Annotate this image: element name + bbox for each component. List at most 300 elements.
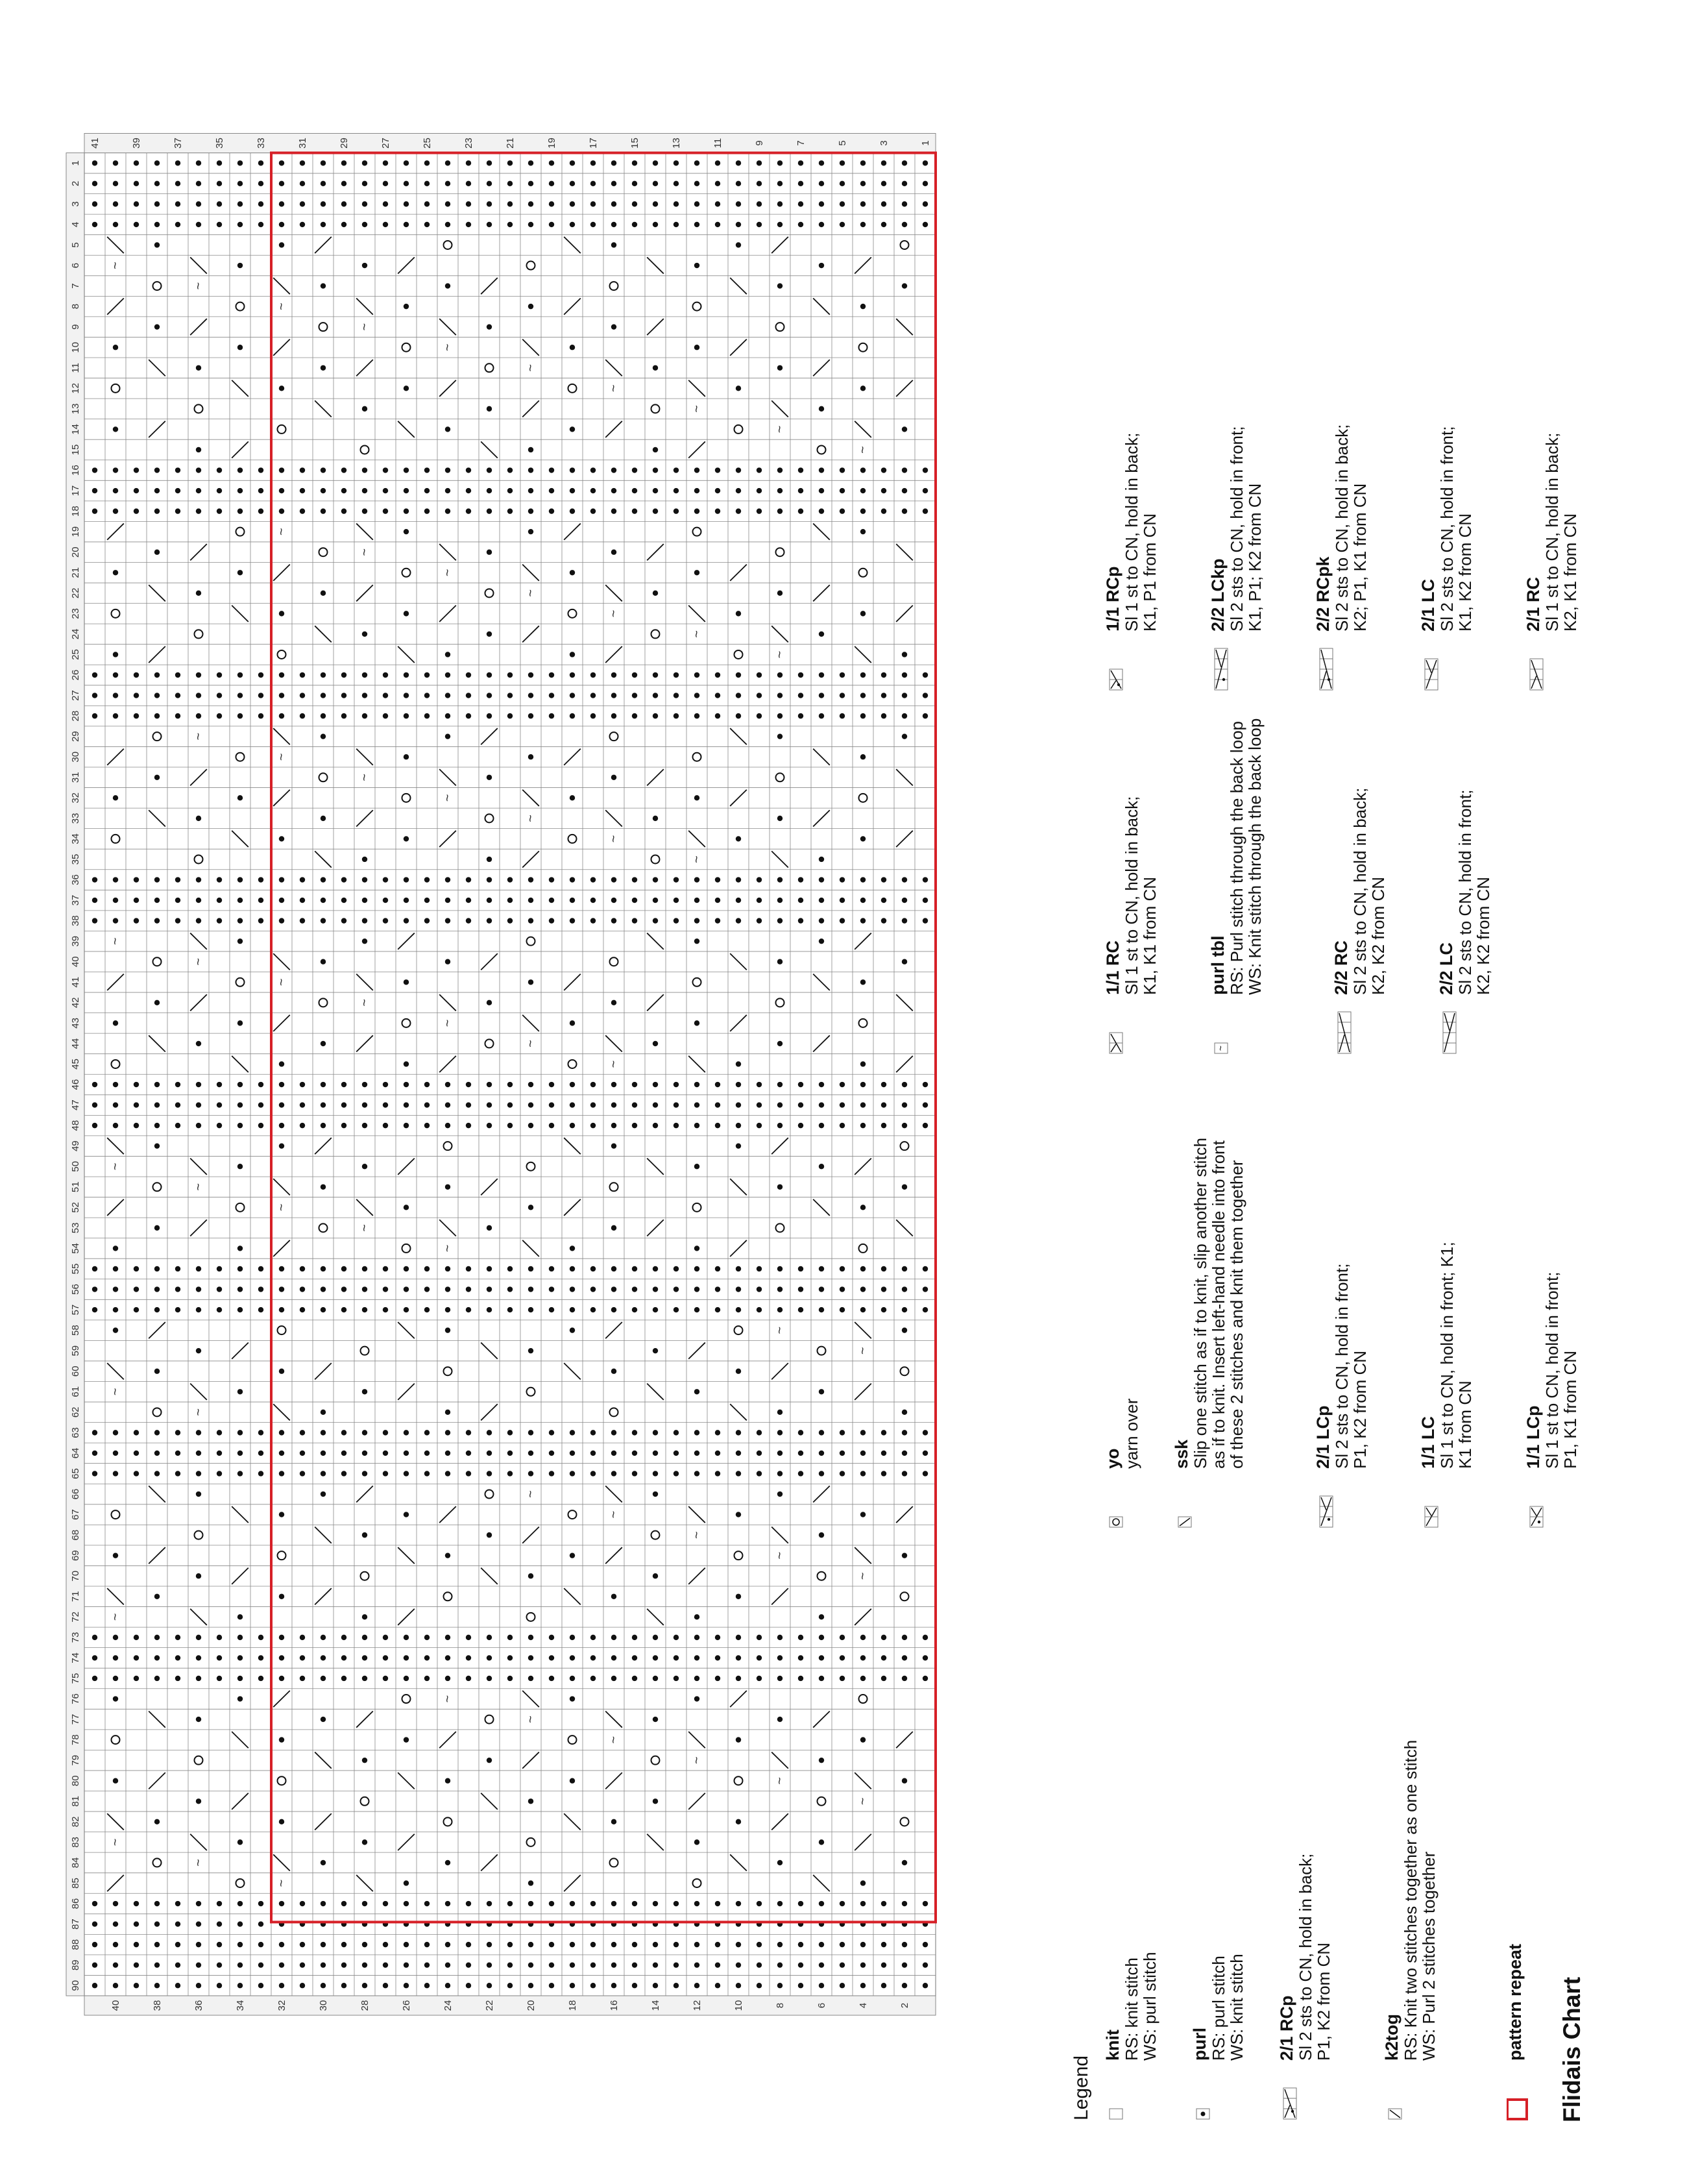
purl-stitch (258, 488, 263, 493)
purl-stitch (237, 1655, 243, 1660)
purl-stitch (404, 1962, 409, 1967)
legend-symbol (1209, 1009, 1235, 1055)
purl-stitch (404, 467, 409, 472)
purl-stitch (383, 898, 388, 903)
purl-tbl-stitch: ~ (607, 1060, 621, 1068)
purl-stitch (777, 1286, 783, 1292)
purl-stitch (507, 1635, 513, 1640)
purl-stitch (653, 877, 658, 882)
purl-stitch (549, 467, 554, 472)
purl-stitch (321, 877, 326, 882)
legend-symbol (1315, 646, 1340, 691)
purl-stitch (362, 1962, 367, 1967)
purl-stitch (92, 877, 97, 882)
purl-stitch (321, 1655, 326, 1660)
purl-stitch (694, 345, 699, 350)
legend-text (1418, 1131, 1474, 1469)
purl-stitch (113, 201, 118, 206)
purl-stitch (674, 222, 679, 227)
purl-stitch (321, 365, 326, 371)
purl-stitch (300, 467, 305, 472)
purl-stitch (445, 201, 450, 206)
purl-stitch (113, 877, 118, 882)
purl-stitch (777, 672, 783, 678)
purl-tbl-stitch: ~ (191, 957, 206, 966)
column-number: 2 (70, 180, 81, 186)
legend-item-description: RS: knit stitch WS: purl stitch (1122, 1952, 1159, 2061)
purl-stitch (466, 1082, 471, 1087)
purl-stitch (881, 918, 886, 923)
purl-stitch (653, 591, 658, 596)
purl-stitch (757, 1942, 762, 1947)
purl-stitch (217, 877, 222, 882)
purl-stitch (694, 181, 699, 186)
purl-stitch (404, 386, 409, 391)
purl-stitch (196, 222, 201, 227)
purl-stitch (113, 1696, 118, 1701)
purl-stitch (196, 508, 201, 513)
purl-stitch (445, 1184, 450, 1190)
purl-stitch (757, 1962, 762, 1967)
purl-stitch (777, 1184, 783, 1190)
purl-stitch (321, 898, 326, 903)
purl-stitch (860, 1430, 866, 1435)
purl-stitch (175, 1430, 180, 1435)
purl-stitch (736, 693, 741, 698)
purl-stitch (279, 160, 284, 166)
row-number-left: 22 (484, 2000, 495, 2011)
purl-stitch (674, 713, 679, 718)
purl-tbl-stitch: ~ (856, 1347, 870, 1355)
column-number: 79 (70, 1754, 81, 1766)
purl-stitch (798, 877, 803, 882)
purl-stitch (715, 1102, 720, 1107)
purl-stitch (362, 1532, 367, 1538)
purl-stitch (466, 160, 471, 166)
purl-stitch (819, 1983, 824, 1988)
row-number-right: 9 (754, 140, 765, 146)
purl-stitch (570, 1245, 575, 1251)
purl-stitch (736, 918, 741, 923)
purl-stitch (570, 672, 575, 678)
purl-stitch (134, 1655, 139, 1660)
purl-stitch (860, 304, 866, 309)
purl-stitch (404, 488, 409, 493)
purl-stitch (404, 1430, 409, 1435)
purl-stitch (362, 1471, 367, 1476)
purl-stitch (570, 1430, 575, 1435)
purl-stitch (134, 1942, 139, 1947)
purl-stitch (362, 1758, 367, 1763)
purl-stitch (923, 898, 928, 903)
purl-stitch (549, 160, 554, 166)
purl-tbl-stitch: ~ (191, 1183, 206, 1191)
purl-stitch (923, 222, 928, 227)
purl-stitch (196, 918, 201, 923)
purl-stitch (590, 693, 596, 698)
purl-stitch (466, 201, 471, 206)
lc4-symbol-icon (1438, 1009, 1460, 1055)
purl-stitch (404, 693, 409, 698)
purl-stitch (154, 1286, 160, 1292)
purl-stitch (590, 508, 596, 513)
purl-stitch (736, 1286, 741, 1292)
purl-stitch (154, 877, 160, 882)
legend-item-description: Sl 2 sts to CN, hold in back; K2, K2 from CN (1350, 787, 1388, 995)
purl-stitch (840, 1082, 845, 1087)
purl-stitch (487, 406, 492, 411)
purl-stitch (466, 713, 471, 718)
purl-stitch (258, 693, 263, 698)
legend-item-description: RS: purl stitch WS: knit stitch (1209, 1954, 1246, 2061)
column-number: 46 (70, 1079, 81, 1090)
legend-item-description: RS: Purl stitch through the back loop WS: Knit stitch through the back loop (1227, 718, 1265, 995)
purl-stitch (694, 263, 699, 268)
purl-stitch (881, 1266, 886, 1271)
purl-stitch (590, 1901, 596, 1906)
column-number: 6 (70, 262, 81, 269)
purl-stitch (674, 1430, 679, 1435)
purl-stitch (840, 1307, 845, 1312)
purl-stitch (154, 1962, 160, 1967)
purl-stitch (237, 1266, 243, 1271)
purl-stitch (570, 1020, 575, 1025)
purl-stitch (798, 1266, 803, 1271)
column-number: 84 (70, 1857, 81, 1869)
purl-stitch (445, 652, 450, 657)
purl-stitch (321, 1184, 326, 1190)
purl-stitch (798, 1635, 803, 1640)
purl-stitch (694, 1451, 699, 1456)
purl-stitch (528, 1082, 533, 1087)
purl-stitch (92, 1942, 97, 1947)
purl-stitch (113, 345, 118, 350)
purl-stitch (549, 877, 554, 882)
purl-stitch (341, 1901, 346, 1906)
purl-stitch (134, 713, 139, 718)
purl-tbl-stitch: ~ (191, 1859, 206, 1867)
purl-stitch (300, 1942, 305, 1947)
purl-stitch (860, 160, 866, 166)
purl-stitch (237, 1696, 243, 1701)
column-number: 87 (70, 1919, 81, 1930)
purl-stitch (653, 467, 658, 472)
row-number-right: 23 (463, 138, 474, 149)
purl-stitch (590, 201, 596, 206)
purl-stitch (528, 898, 533, 903)
purl-stitch (237, 1901, 243, 1906)
purl-stitch (923, 713, 928, 718)
purl-stitch (777, 488, 783, 493)
purl-stitch (341, 1635, 346, 1640)
purl-stitch (549, 488, 554, 493)
purl-stitch (321, 672, 326, 678)
purl-stitch (383, 1942, 388, 1947)
purl-stitch (902, 1552, 907, 1558)
column-number: 76 (70, 1693, 81, 1704)
purl-stitch (362, 1266, 367, 1271)
purl-stitch (175, 693, 180, 698)
purl-stitch (383, 1962, 388, 1967)
purl-stitch (154, 1635, 160, 1640)
purl-stitch (113, 1451, 118, 1456)
purl-stitch (860, 898, 866, 903)
purl-tbl-stitch: ~ (358, 323, 372, 331)
purl-stitch (300, 160, 305, 166)
purl-stitch (113, 672, 118, 678)
purl-stitch (632, 1430, 637, 1435)
purl-stitch (196, 1655, 201, 1660)
purl-tbl-stitch: ~ (358, 548, 372, 556)
purl-stitch (321, 1123, 326, 1128)
purl-stitch (715, 1942, 720, 1947)
purl-stitch (383, 1655, 388, 1660)
purl-stitch (404, 1901, 409, 1906)
purl-stitch (466, 1266, 471, 1271)
rc2-symbol-icon (1104, 1009, 1126, 1055)
purl-stitch (362, 672, 367, 678)
purl-stitch (487, 1901, 492, 1906)
column-number: 7 (70, 283, 81, 289)
purl-stitch (321, 1286, 326, 1292)
purl-stitch (549, 1676, 554, 1681)
purl-stitch (113, 1471, 118, 1476)
purl-stitch (424, 1471, 430, 1476)
purl-stitch (279, 1594, 284, 1599)
purl-tbl-stitch: ~ (191, 732, 206, 741)
purl-stitch (694, 1676, 699, 1681)
legend-item-name: 2/2 RC (1331, 940, 1351, 995)
purl-stitch (840, 898, 845, 903)
tilde-symbol-icon (1209, 1009, 1232, 1055)
purl-stitch (923, 1983, 928, 1988)
purl-stitch (819, 877, 824, 882)
purl-stitch (757, 1451, 762, 1456)
purl-stitch (321, 1635, 326, 1640)
purl-stitch (632, 1286, 637, 1292)
purl-stitch (196, 1082, 201, 1087)
purl-stitch (902, 1901, 907, 1906)
purl-stitch (736, 1266, 741, 1271)
row-number-left: 12 (692, 2000, 703, 2011)
purl-stitch (279, 836, 284, 841)
column-number: 72 (70, 1611, 81, 1623)
purl-stitch (445, 181, 450, 186)
column-number: 59 (70, 1345, 81, 1356)
purl-stitch (424, 160, 430, 166)
purl-stitch (611, 242, 616, 247)
purl-stitch (674, 1901, 679, 1906)
legend-item-name: 2/1 LCp (1313, 1405, 1333, 1469)
column-number: 89 (70, 1959, 81, 1971)
purl-stitch (736, 467, 741, 472)
dot-symbol-icon (1191, 2075, 1213, 2120)
purl-tbl-stitch: ~ (441, 1695, 455, 1703)
purl-stitch (798, 1942, 803, 1947)
purl-stitch (715, 160, 720, 166)
purl-stitch (757, 672, 762, 678)
purl-stitch (507, 1962, 513, 1967)
row-number-right: 31 (297, 138, 308, 149)
purl-stitch (777, 201, 783, 206)
purl-stitch (92, 1430, 97, 1435)
purl-stitch (321, 160, 326, 166)
purl-stitch (466, 1635, 471, 1640)
purl-tbl-stitch: ~ (607, 1736, 621, 1744)
purl-stitch (175, 1983, 180, 1988)
purl-stitch (217, 508, 222, 513)
purl-stitch (570, 1552, 575, 1558)
purl-stitch (383, 160, 388, 166)
purl-stitch (798, 1471, 803, 1476)
purl-stitch (237, 693, 243, 698)
purl-stitch (777, 181, 783, 186)
purl-stitch (860, 201, 866, 206)
purl-stitch (736, 1942, 741, 1947)
purl-stitch (300, 877, 305, 882)
purl-stitch (321, 1451, 326, 1456)
purl-stitch (694, 1839, 699, 1845)
purl-stitch (237, 1962, 243, 1967)
purl-stitch (590, 181, 596, 186)
purl-stitch (590, 222, 596, 227)
purl-stitch (881, 488, 886, 493)
column-number: 52 (70, 1201, 81, 1213)
purl-stitch (196, 1942, 201, 1947)
purl-stitch (777, 160, 783, 166)
purl-stitch (632, 1962, 637, 1967)
purl-stitch (653, 672, 658, 678)
purl-stitch (362, 488, 367, 493)
column-number: 71 (70, 1591, 81, 1602)
purl-stitch (113, 1266, 118, 1271)
purl-stitch (632, 181, 637, 186)
row-number-left: 8 (775, 2002, 786, 2009)
purl-stitch (736, 1901, 741, 1906)
purl-stitch (445, 1082, 450, 1087)
purl-stitch (653, 447, 658, 452)
purl-stitch (113, 918, 118, 923)
purl-stitch (570, 1696, 575, 1701)
purl-stitch (92, 898, 97, 903)
purl-stitch (113, 693, 118, 698)
purl-stitch (175, 1451, 180, 1456)
purl-stitch (321, 1266, 326, 1271)
purl-stitch (92, 488, 97, 493)
purl-stitch (549, 1655, 554, 1660)
purl-tbl-stitch: ~ (773, 1326, 787, 1334)
purl-stitch (507, 1102, 513, 1107)
purl-stitch (321, 733, 326, 739)
purl-stitch (507, 1676, 513, 1681)
purl-stitch (757, 1901, 762, 1906)
purl-stitch (570, 1307, 575, 1312)
purl-stitch (404, 181, 409, 186)
purl-stitch (570, 508, 575, 513)
purl-stitch (258, 1471, 263, 1476)
purl-stitch (154, 713, 160, 718)
purl-stitch (819, 467, 824, 472)
purl-stitch (279, 1307, 284, 1312)
column-number: 83 (70, 1837, 81, 1848)
purl-stitch (154, 1983, 160, 1988)
purl-stitch (154, 181, 160, 186)
purl-stitch (237, 1921, 243, 1926)
purl-stitch (736, 1471, 741, 1476)
row-number-strip-left (84, 1996, 936, 2015)
column-number: 75 (70, 1673, 81, 1684)
purl-stitch (590, 1676, 596, 1681)
purl-stitch (632, 713, 637, 718)
purl-stitch (196, 1798, 201, 1804)
purl-stitch (424, 1430, 430, 1435)
purl-stitch (757, 1983, 762, 1988)
purl-stitch (258, 181, 263, 186)
purl-stitch (466, 693, 471, 698)
purl-stitch (154, 1143, 160, 1148)
purl-stitch (487, 1676, 492, 1681)
purl-stitch (175, 467, 180, 472)
purl-stitch (321, 1901, 326, 1906)
purl-stitch (279, 1451, 284, 1456)
purl-stitch (196, 1102, 201, 1107)
purl-stitch (466, 1655, 471, 1660)
column-number: 47 (70, 1099, 81, 1110)
slash-symbol-icon (1383, 2075, 1405, 2120)
purl-stitch (134, 1962, 139, 1967)
purl-stitch (362, 263, 367, 268)
column-number: 54 (70, 1243, 81, 1254)
purl-stitch (674, 488, 679, 493)
purl-stitch (300, 1655, 305, 1660)
purl-stitch (819, 263, 824, 268)
purl-stitch (632, 222, 637, 227)
purl-stitch (715, 1983, 720, 1988)
purl-stitch (923, 201, 928, 206)
purl-stitch (528, 918, 533, 923)
column-number: 14 (70, 424, 81, 435)
purl-stitch (279, 488, 284, 493)
purl-stitch (549, 1266, 554, 1271)
purl-stitch (113, 1635, 118, 1640)
purl-stitch (549, 898, 554, 903)
purl-stitch (528, 754, 533, 759)
purl-stitch (570, 1962, 575, 1967)
purl-stitch (549, 713, 554, 718)
purl-stitch (798, 918, 803, 923)
purl-stitch (777, 1717, 783, 1722)
purl-stitch (424, 1102, 430, 1107)
column-number: 64 (70, 1447, 81, 1459)
purl-stitch (341, 1471, 346, 1476)
purl-stitch (383, 672, 388, 678)
purl-stitch (757, 1307, 762, 1312)
purl-stitch (611, 1307, 616, 1312)
purl-stitch (549, 672, 554, 678)
purl-tbl-stitch: ~ (108, 937, 123, 946)
purl-stitch (902, 672, 907, 678)
purl-stitch (445, 160, 450, 166)
purl-stitch (881, 201, 886, 206)
column-number: 24 (70, 628, 81, 640)
legend-text (1418, 294, 1474, 632)
purl-stitch (736, 1143, 741, 1148)
purl-stitch (819, 1430, 824, 1435)
purl-tbl-stitch: ~ (274, 978, 289, 987)
purl-stitch (175, 1286, 180, 1292)
purl-stitch (736, 898, 741, 903)
purl-stitch (445, 1471, 450, 1476)
